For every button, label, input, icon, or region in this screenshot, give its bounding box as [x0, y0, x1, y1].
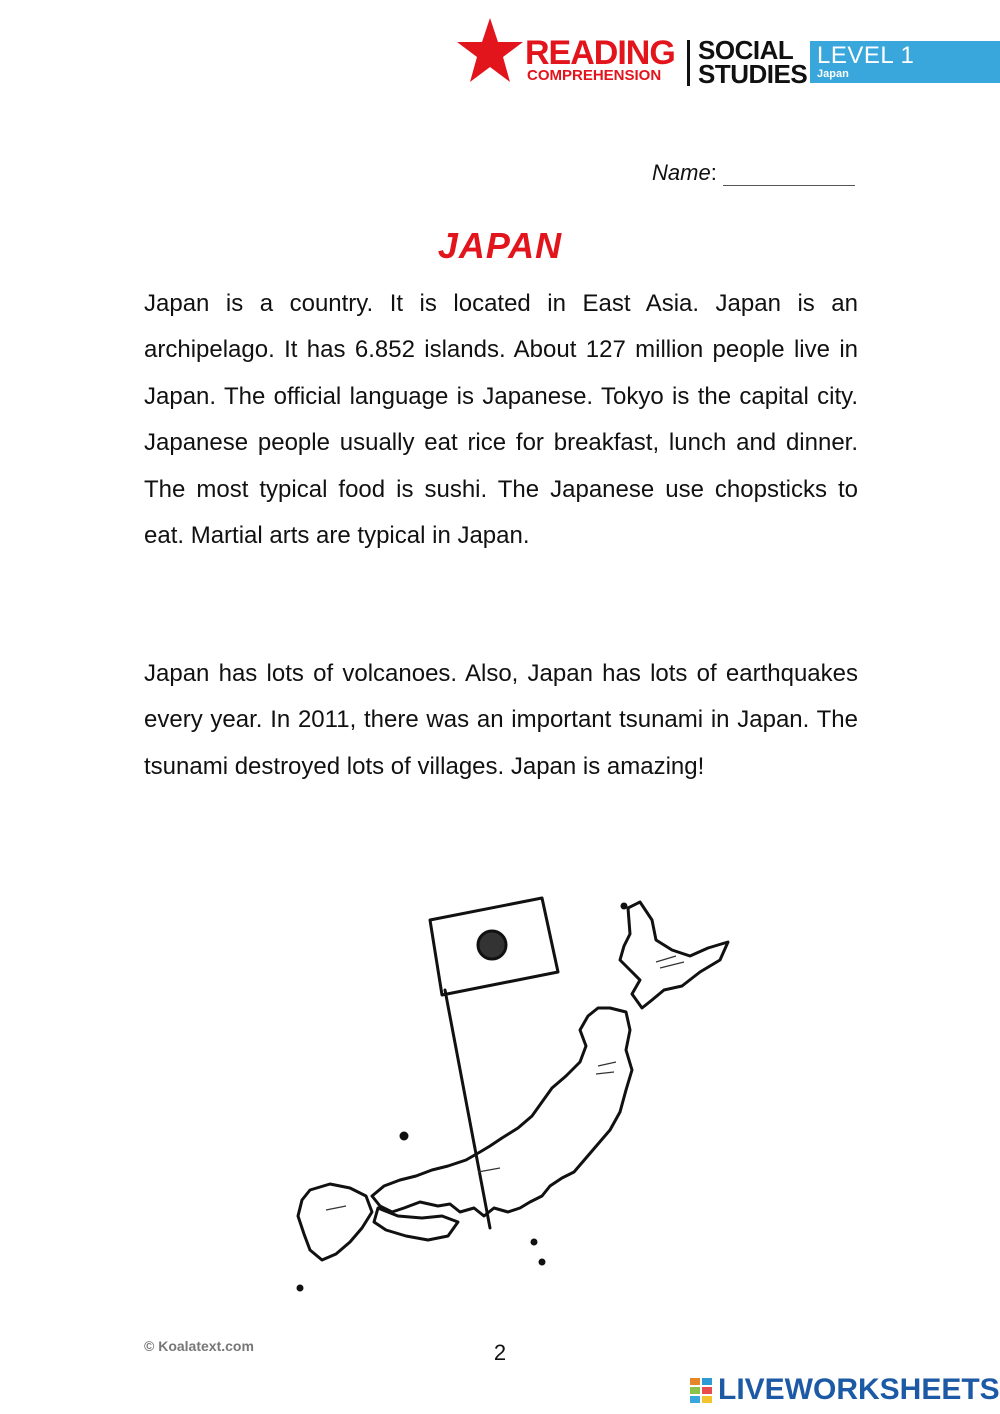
- kyushu-island: [298, 1184, 372, 1260]
- shikoku-island: [374, 1208, 458, 1240]
- social-label: SOCIAL: [698, 35, 794, 65]
- studies-label: STUDIES: [698, 59, 808, 89]
- copyright-text: © Koalatext.com: [144, 1338, 254, 1354]
- page-number: 2: [493, 1340, 507, 1365]
- level-label: LEVEL 1: [817, 42, 915, 69]
- star-logo-icon: [455, 16, 525, 86]
- japan-map-with-flag-illustration: [280, 890, 750, 1300]
- comprehension-label: COMPREHENSION: [527, 67, 662, 84]
- paragraph-1: Japan is a country. It is located in East Asia. Japan is an archipelago. It has 6.852 islands. About 127 million people live in Japan. The official language is Japanese. Tokyo is the capital city. Japanese people usually eat rice for breakfast, lunch and dinner. The most typical food is sushi. The Japanese use chopsticks to eat. Martial arts are typical in Japan.: [144, 290, 858, 550]
- name-field-row: [652, 160, 855, 186]
- flag-sun-icon: [478, 931, 506, 959]
- honshu-island: [372, 1008, 632, 1216]
- hokkaido-island: [620, 902, 728, 1008]
- name-label: Name: [652, 160, 711, 185]
- page-title: JAPAN: [437, 225, 563, 266]
- liveworksheets-logo-icon: [690, 1378, 714, 1404]
- social-studies-label: [698, 35, 808, 89]
- header-divider: [687, 40, 690, 86]
- liveworksheets-brand[interactable]: [690, 1372, 1000, 1408]
- name-colon: :: [710, 160, 717, 185]
- liveworksheets-label: LIVEWORKSHEETS: [718, 1373, 1000, 1406]
- name-input-line[interactable]: [723, 165, 855, 186]
- flag-pole: [445, 990, 490, 1228]
- paragraph-2: Japan has lots of volcanoes. Also, Japan has lots of earthquakes every year. In 2011, there was an important tsunami in Japan. The tsunami destroyed lots of villages. Japan is amazing!: [144, 660, 858, 780]
- header-logo: [455, 16, 1000, 88]
- reading-label: READING: [525, 34, 675, 72]
- level-topic: Japan: [817, 68, 849, 80]
- level-badge: [810, 41, 1000, 83]
